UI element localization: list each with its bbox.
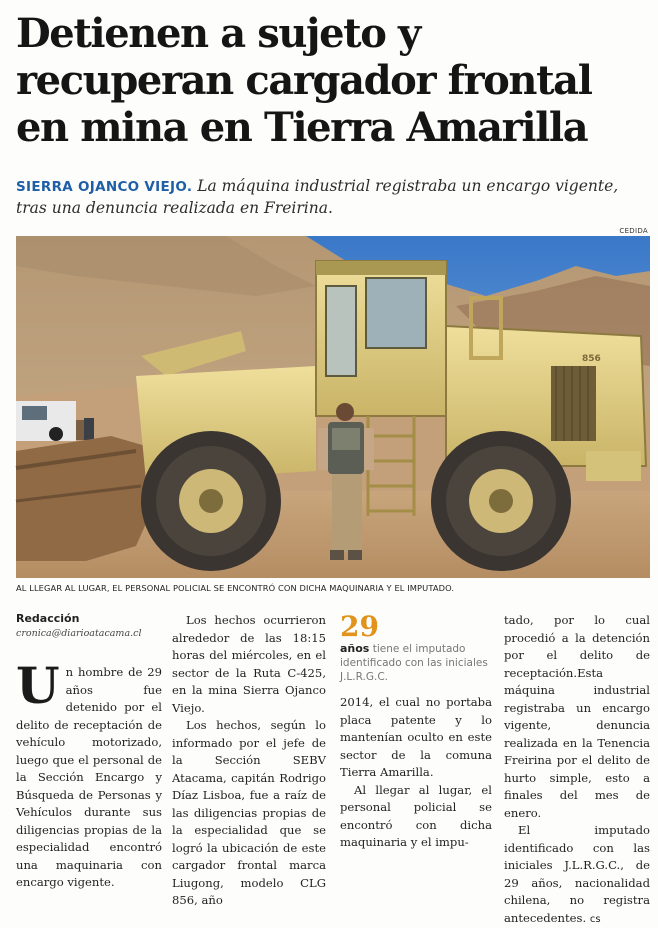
paragraph-1-text: n hombre de 29 años fue detenido por el delito de receptación de vehículo motorizado, luego que el personal de la Sección Encargo y Búsqueda de Personas y Vehículos durante sus diligencias propias de la especialidad encontró una maquinaria con encargo vigente. [16,665,162,889]
article-headline: Detienen a sujeto y recuperan cargador frontal en mina en Tierra Amarilla [16,10,592,151]
fact-text: tiene el imputado identificado con las iniciales J.L.R.G.C. [340,643,488,683]
photo-credit: CEDIDA [619,227,648,235]
article-kicker: SIERRA OJANCO VIEJO. [16,179,193,195]
column-2 [172,612,326,910]
paragraph-2: Los hechos ocurrieron alrededor de las 18:15 horas del miércoles, en el sector de la Ruta C-425, en la mina Sierra Ojanco Viejo. [172,613,326,715]
paragraph-7 [504,822,650,928]
paragraph-5: Al llegar al lugar, el personal policial se encontró con dicha maquinaria y el impu- [340,782,492,849]
fact-unit: años [340,642,370,655]
column-4 [504,612,650,928]
paragraph-7-text: El imputado identificado con las iniciales J.L.R.G.C., de 29 años, nacionalidad chilena, no registra antecedentes. [504,823,650,925]
article-deck: La máquina industrial registraba un encargo vigente, tras una denuncia realizada en Freirina. [16,177,619,217]
paragraph-4: 2014, el cual no portaba placa patente y lo mantenían oculto en este sector de la comuna Tierra Amarilla. [340,695,492,779]
article-photo [16,236,650,578]
byline: Redacción [16,612,80,625]
article-dek [16,176,652,219]
dropcap: U [16,656,60,715]
wheel-loader-photo [16,236,650,578]
author-email[interactable]: cronica@diarioatacama.cl [16,628,142,639]
fact-number: 29 [340,610,379,643]
paragraph-3: Los hechos, según lo informado por el jefe de la Sección SEBV Atacama, capitán Rodrigo Díaz Lisboa, fue a raíz de las diligencias propias de la especialidad que se logró la ubicación de este cargador frontal marca Liugong, modelo CLG 856, año [172,718,326,907]
photo-caption: AL LLEGAR AL LUGAR, EL PERSONAL POLICIAL SE ENCONTRÓ CON DICHA MAQUINARIA Y EL IMPUTADO. [16,583,455,593]
paragraph-6: tado, por lo cual procedió a la detención por el delito de receptación.Esta máquina industrial registraba un encargo vigente, denuncia realizada en la Tenencia Freirina por el delito de hurto simple, esto a finales del mes de enero. [504,613,650,820]
column-1 [16,612,162,892]
fact-box [340,612,492,694]
paragraph-1 [16,656,162,892]
machine-number: 856 [582,354,601,364]
column-3 [340,612,492,852]
fact-description [340,642,492,684]
end-mark: cs [589,913,601,925]
